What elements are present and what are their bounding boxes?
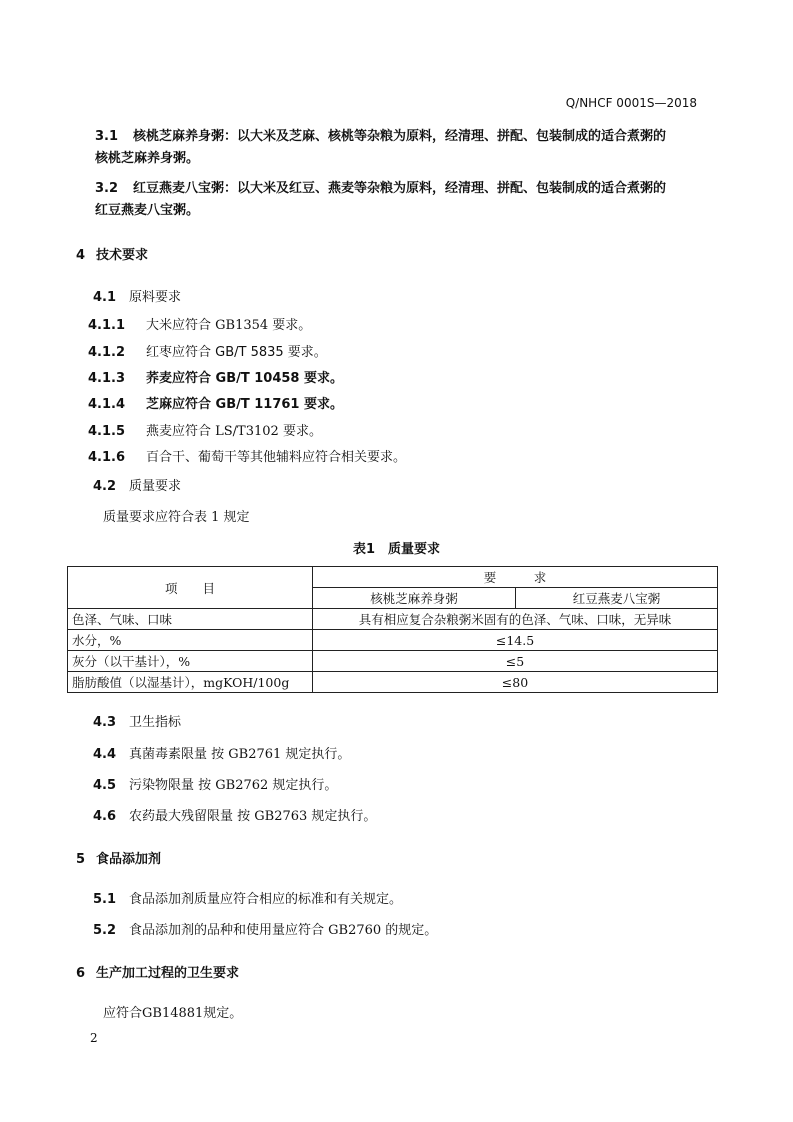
section-number: 4 bbox=[76, 248, 86, 263]
clause-4-1-3 bbox=[88, 367, 343, 386]
clause-text: 卫生指标 bbox=[129, 715, 182, 730]
clause-text: 污染物限量 按 GB2762 规定执行。 bbox=[129, 778, 338, 793]
row-value: ≤80 bbox=[313, 672, 718, 693]
clause-4-1-1 bbox=[88, 314, 311, 333]
clause-number: 4.1 bbox=[93, 290, 117, 305]
clause-text: 红豆燕麦八宝粥：以大米及红豆、燕麦等杂粮为原料，经清理、拼配、包装制成的适合煮粥的 bbox=[133, 181, 667, 196]
clause-number: 4.1.1 bbox=[88, 318, 126, 333]
definition-3-2 bbox=[95, 178, 666, 222]
row-value: ≤5 bbox=[313, 651, 718, 672]
section-6-text: 应符合GB14881规定。 bbox=[103, 1006, 243, 1021]
row-value: 具有相应复合杂粮粥米固有的色泽、气味、口味，无异味 bbox=[313, 609, 718, 630]
clause-number: 3.1 bbox=[95, 129, 119, 144]
row-label: 灰分（以干基计），% bbox=[68, 651, 313, 672]
section-4-heading bbox=[76, 244, 148, 263]
header-item: 项 目 bbox=[68, 567, 313, 609]
section-title: 食品添加剂 bbox=[96, 852, 162, 867]
section-5-heading bbox=[76, 848, 161, 867]
quality-table bbox=[67, 566, 718, 693]
clause-number: 4.4 bbox=[93, 747, 117, 762]
clause-4-5 bbox=[93, 774, 337, 793]
clause-text: 食品添加剂质量应符合相应的标准和有关规定。 bbox=[129, 892, 403, 907]
table-row bbox=[68, 630, 718, 651]
section-number: 5 bbox=[76, 852, 86, 867]
clause-text: 百合干、葡萄干等其他辅料应符合相关要求。 bbox=[146, 450, 407, 465]
header-product-2: 红豆燕麦八宝粥 bbox=[516, 588, 718, 609]
quality-note: 质量要求应符合表 1 规定 bbox=[103, 510, 250, 525]
clause-text: 荞麦应符合 GB/T 10458 要求。 bbox=[146, 371, 343, 386]
clause-number: 3.2 bbox=[95, 181, 119, 196]
document-code: Q/NHCF 0001S—2018 bbox=[565, 96, 697, 110]
section-6-heading bbox=[76, 962, 239, 981]
clause-number: 4.1.3 bbox=[88, 371, 126, 386]
clause-text: 农药最大残留限量 按 GB2763 规定执行。 bbox=[129, 809, 377, 824]
table-row bbox=[68, 609, 718, 630]
table-caption: 表1 质量要求 bbox=[352, 542, 441, 557]
clause-text: 食品添加剂的品种和使用量应符合 GB2760 的规定。 bbox=[129, 923, 438, 938]
clause-number: 5.2 bbox=[93, 923, 117, 938]
clause-number: 4.3 bbox=[93, 715, 117, 730]
clause-number: 4.1.6 bbox=[88, 450, 126, 465]
clause-4-3 bbox=[93, 711, 181, 730]
clause-number: 5.1 bbox=[93, 892, 117, 907]
clause-title: 质量要求 bbox=[129, 479, 182, 494]
row-value: ≤14.5 bbox=[313, 630, 718, 651]
clause-text: 红枣应符合 GB/T 5835 要求。 bbox=[146, 345, 327, 360]
clause-4-1-4 bbox=[88, 393, 343, 412]
clause-text: 芝麻应符合 GB/T 11761 要求。 bbox=[146, 397, 343, 412]
table-row bbox=[68, 651, 718, 672]
row-label: 色泽、气味、口味 bbox=[68, 609, 313, 630]
row-label: 水分，% bbox=[68, 630, 313, 651]
clause-4-2 bbox=[93, 475, 181, 494]
clause-number: 4.1.5 bbox=[88, 424, 126, 439]
clause-4-6 bbox=[93, 805, 376, 824]
table-row bbox=[68, 672, 718, 693]
clause-text: 核桃芝麻养身粥：以大米及芝麻、核桃等杂粮为原料，经清理、拼配、包装制成的适合煮粥的 bbox=[133, 129, 667, 144]
section-number: 6 bbox=[76, 966, 86, 981]
clause-text: 真菌毒素限量 按 GB2761 规定执行。 bbox=[129, 747, 351, 762]
clause-4-1-2 bbox=[88, 341, 327, 360]
clause-text-continued: 核桃芝麻养身粥。 bbox=[95, 151, 200, 166]
clause-4-1-6 bbox=[88, 446, 406, 465]
clause-title: 原料要求 bbox=[129, 290, 182, 305]
clause-text: 大米应符合 GB1354 要求。 bbox=[146, 318, 312, 333]
clause-5-1 bbox=[93, 888, 402, 907]
section-title: 生产加工过程的卫生要求 bbox=[96, 966, 240, 981]
clause-4-1 bbox=[93, 286, 181, 305]
page-number: 2 bbox=[90, 1031, 98, 1045]
section-title: 技术要求 bbox=[96, 248, 149, 263]
definition-3-1 bbox=[95, 126, 666, 170]
clause-number: 4.6 bbox=[93, 809, 117, 824]
clause-number: 4.1.4 bbox=[88, 397, 126, 412]
table-header-row bbox=[68, 567, 718, 588]
clause-number: 4.5 bbox=[93, 778, 117, 793]
header-requirement: 要 求 bbox=[313, 567, 718, 588]
row-label: 脂肪酸值（以湿基计），mgKOH/100g bbox=[68, 672, 313, 693]
clause-number: 4.1.2 bbox=[88, 345, 126, 360]
clause-number: 4.2 bbox=[93, 479, 117, 494]
clause-4-4 bbox=[93, 743, 350, 762]
header-product-1: 核桃芝麻养身粥 bbox=[313, 588, 516, 609]
clause-text: 燕麦应符合 LS/T3102 要求。 bbox=[146, 424, 322, 439]
clause-5-2 bbox=[93, 919, 437, 938]
clause-text-continued: 红豆燕麦八宝粥。 bbox=[95, 203, 200, 218]
clause-4-1-5 bbox=[88, 420, 322, 439]
